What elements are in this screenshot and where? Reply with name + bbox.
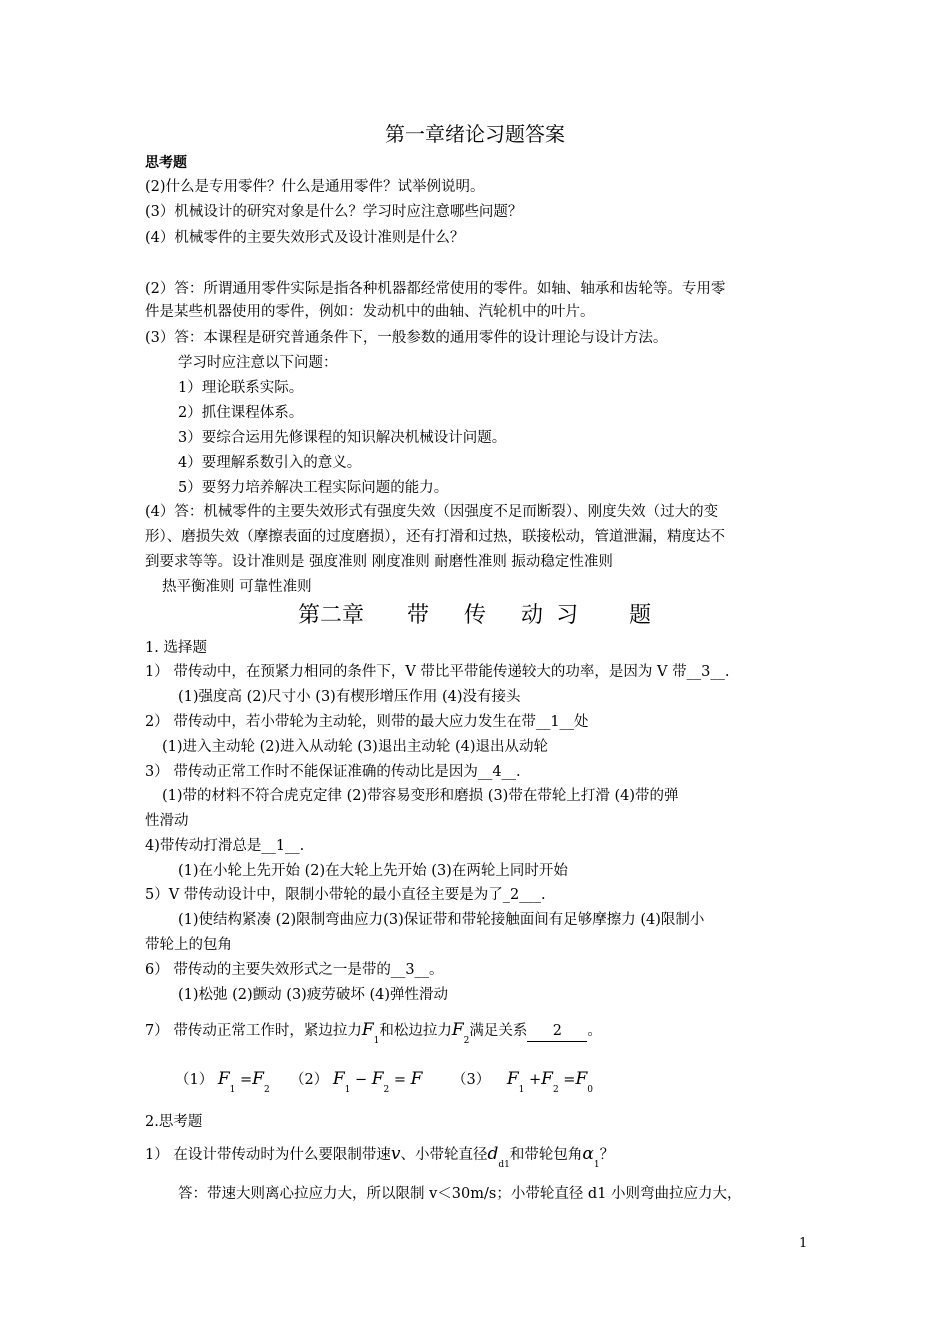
answer-3-item: 4）要理解系数引入的意义。 [178, 455, 362, 471]
section-choice: 1. 选择题 [145, 640, 207, 656]
answer-4-line2: 形）、磨损失效（摩擦表面的过度磨损），还有打滑和过热，联接松动，管道泄漏，精度达不 [145, 529, 725, 545]
subscript: 2 [383, 1085, 390, 1095]
choice-q5-options-line2: 带轮上的包角 [145, 937, 232, 953]
answer-4-line3: 到要求等等。设计准则是 强度准则 刚度准则 耐磨性准则 振动稳定性准则 [145, 554, 613, 570]
title-part: 第二章 [298, 603, 365, 628]
question-2: (2)什么是专用零件？什么是通用零件？试举例说明。 [145, 179, 485, 195]
q7-text: 满足关系 [469, 1023, 528, 1039]
subscript: 2 [552, 1085, 559, 1095]
force-symbol: F [217, 1069, 230, 1089]
q7-text: 和松边拉力 [379, 1023, 452, 1039]
thinking-q1-answer: 答：带速大则离心拉应力大，所以限制 v＜30m/s；小带轮直径 d1 小则弯曲拉应力大， [178, 1186, 742, 1202]
force-symbol: F [541, 1069, 553, 1089]
force-symbol: F [410, 1069, 423, 1089]
answer-3-item: 5）要努力培养解决工程实际问题的能力。 [178, 480, 449, 496]
title-part: 带 [407, 603, 430, 628]
page-number: 1 [799, 1236, 808, 1251]
force-symbol: F [451, 1020, 464, 1040]
chapter2-title [298, 598, 651, 629]
subscript: 1 [229, 1085, 236, 1095]
t1-text: 1） 在设计带传动时为什么要限制带速 [145, 1147, 391, 1163]
title-part: 习 [556, 603, 579, 628]
formula-option-1 [175, 1068, 270, 1095]
subscript: 1 [518, 1085, 525, 1095]
t1-text: 和带轮包角 [509, 1147, 583, 1163]
title-part: 动 [521, 603, 544, 628]
operator: − [354, 1072, 368, 1088]
subscript: d1 [498, 1160, 510, 1170]
q7-text: 。 [587, 1023, 602, 1039]
answer-3-item: 1）理论联系实际。 [178, 380, 304, 396]
operator: + [528, 1072, 542, 1088]
choice-q3: 3） 带传动正常工作时不能保证准确的传动比是因为__4__. [145, 764, 521, 780]
option-label: （1） [175, 1072, 214, 1088]
answer-3-line1: (3）答：本课程是研究普通条件下，一般参数的通用零件的设计理论与设计方法。 [145, 330, 668, 346]
choice-q1-options: (1)强度高 (2)尺寸小 (3)有楔形增压作用 (4)没有接头 [178, 689, 521, 705]
force-symbol: F [575, 1069, 588, 1089]
choice-q2: 2） 带传动中，若小带轮为主动轮，则带的最大应力发生在带__1__处 [145, 714, 589, 730]
choice-q2-options: (1)进入主动轮 (2)进入从动轮 (3)退出主动轮 (4)退出从动轮 [162, 739, 548, 755]
question-3: (3）机械设计的研究对象是什么？学习时应注意哪些问题？ [145, 204, 523, 220]
option-label: （3） [452, 1072, 491, 1088]
force-symbol: F [252, 1069, 264, 1089]
title-part: 题 [629, 603, 652, 628]
q7-text: 7） 带传动正常工作时，紧边拉力 [145, 1023, 362, 1039]
force-symbol: F [371, 1069, 384, 1089]
chapter1-title: 第一章绪论习题答案 [385, 122, 565, 146]
subscript: 1 [593, 1160, 600, 1170]
subscript: 1 [373, 1036, 380, 1046]
choice-q6-options: (1)松弛 (2)颤动 (3)疲劳破坏 (4)弹性滑动 [178, 987, 448, 1003]
force-symbol: F [506, 1069, 519, 1089]
section-thinking: 2.思考题 [145, 1114, 203, 1130]
subscript: 2 [263, 1085, 270, 1095]
choice-q4-options: (1)在小轮上先开始 (2)在大轮上先开始 (3)在两轮上同时开始 [178, 863, 568, 879]
subscript: 2 [463, 1036, 470, 1046]
answer-3-item: 2）抓住课程体系。 [178, 405, 304, 421]
t1-text: ？ [599, 1147, 615, 1163]
formula-option-2 [290, 1068, 423, 1095]
choice-q7 [145, 1020, 602, 1046]
thinking-q1 [145, 1144, 615, 1170]
choice-q3-options-line1: (1)带的材料不符合虎克定律 (2)带容易变形和磨损 (3)带在带轮上打滑 (4)带的弹 [162, 788, 679, 804]
choice-q4: 4)带传动打滑总是__1__. [145, 838, 305, 854]
angle-symbol: α [582, 1144, 594, 1164]
t1-text: 、小带轮直径 [400, 1147, 488, 1163]
answer-3-item: 3）要综合运用先修课程的知识解决机械设计问题。 [178, 430, 507, 446]
chapter1-heading: 思考题 [145, 155, 187, 171]
operator: = [563, 1072, 576, 1088]
question-4: (4）机械零件的主要失效形式及设计准则是什么？ [145, 230, 465, 246]
force-symbol: F [361, 1020, 374, 1040]
option-label: （2） [290, 1072, 329, 1088]
choice-q5-options-line1: (1)使结构紧凑 (2)限制弯曲应力(3)保证带和带轮接触面间有足够摩擦力 (4)限制小 [178, 912, 705, 928]
operator: = [393, 1072, 407, 1088]
choice-q1: 1） 带传动中，在预紧力相同的条件下，V 带比平带能传递较大的功率，是因为 V 带__3__. [145, 664, 730, 680]
answer-2-line1: (2）答：所谓通用零件实际是指各种机器都经常使用的零件。如轴、轴承和齿轮等。专用零 [145, 281, 726, 297]
speed-symbol: v [390, 1144, 401, 1164]
diameter-symbol: d [487, 1144, 499, 1164]
choice-q5: 5）V 带传动设计中，限制小带轮的最小直径主要是为了_2___. [145, 887, 546, 903]
q7-answer: 2 [527, 1021, 587, 1042]
answer-3-intro: 学习时应注意以下问题： [178, 355, 338, 371]
operator: = [239, 1072, 253, 1088]
subscript: 1 [344, 1085, 351, 1095]
title-part: 传 [464, 603, 487, 628]
choice-q3-options-line2: 性滑动 [145, 813, 189, 829]
force-symbol: F [332, 1069, 345, 1089]
answer-4-line4: 热平衡准则 可靠性准则 [162, 579, 312, 595]
answer-4-line1: (4）答：机械零件的主要失效形式有强度失效（因强度不足而断裂）、刚度失效（过大的变 [145, 504, 719, 520]
answer-2-line2: 件是某些机器使用的零件，例如：发动机中的曲轴、汽轮机中的叶片。 [145, 304, 595, 320]
choice-q6: 6） 带传动的主要失效形式之一是带的__3__。 [145, 962, 444, 978]
subscript: 0 [587, 1085, 593, 1095]
formula-option-3 [452, 1068, 593, 1095]
